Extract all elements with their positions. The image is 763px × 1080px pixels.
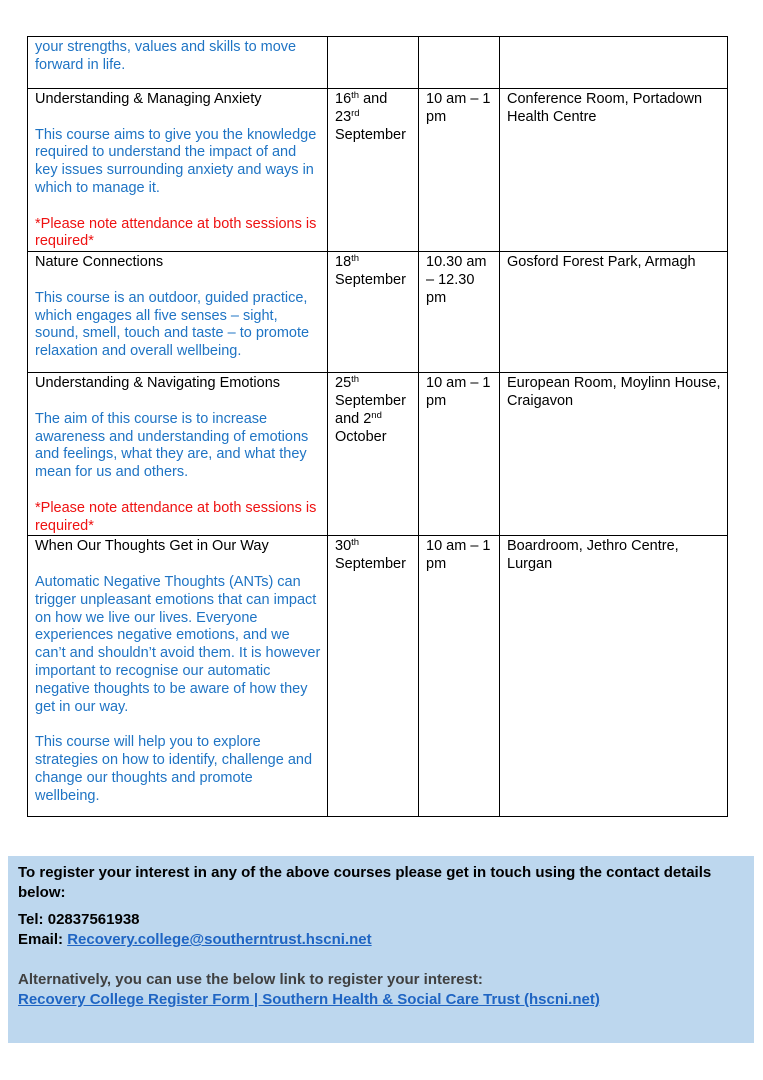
email-link[interactable]: Recovery.college@southerntrust.hscni.net (67, 931, 372, 948)
course-cell (28, 89, 328, 252)
course-cell (28, 536, 328, 817)
time-cell (419, 252, 500, 373)
course-title: Nature Connections (35, 254, 164, 271)
course-venue: European Room, Moylinn House, Craigavon (507, 375, 721, 409)
course-cell (28, 252, 328, 373)
attendance-note: *Please note attendance at both sessions is required* (35, 215, 317, 250)
time-cell (419, 37, 500, 89)
course-cell (28, 373, 328, 536)
course-venue: Boardroom, Jethro Centre, Lurgan (507, 538, 679, 573)
course-time: 10.30 am – 12.30 pm (426, 254, 487, 306)
contact-email (18, 930, 744, 950)
course-cell (28, 37, 328, 89)
venue-cell (500, 373, 728, 536)
table-row (28, 373, 728, 536)
course-date: 18th September (335, 253, 406, 288)
table-row (28, 37, 728, 89)
course-description-extra: This course will help you to explore strategies on how to identify, challenge and change our thoughts and promote wellbeing. (35, 734, 313, 804)
alternative-text: Alternatively, you can use the below link to register your interest: (18, 971, 483, 988)
time-cell (419, 89, 500, 252)
email-label: Email: (18, 931, 68, 948)
course-venue: Conference Room, Portadown Health Centre (507, 91, 703, 125)
courses-table (27, 36, 728, 817)
register-form-link[interactable]: Recovery College Register Form | Southern Health & Social Care Trust (hscni.net) (18, 991, 600, 1008)
tel-number: 02837561938 (47, 911, 140, 928)
time-cell (419, 373, 500, 536)
course-description: The aim of this course is to increase awareness and understanding of emotions and feelings, what they are, and what they mean for us and others. (35, 410, 309, 481)
venue-cell (500, 252, 728, 373)
time-cell (419, 536, 500, 817)
course-date: 30th September (335, 537, 406, 573)
contact-box (8, 856, 754, 1043)
course-description: your strengths, values and skills to move forward in life. (35, 39, 297, 73)
course-description: This course aims to give you the knowledge required to understand the impact of and key issues surrounding anxiety and ways in which to manage it. (35, 126, 317, 196)
course-title: Understanding & Managing Anxiety (35, 91, 262, 107)
contact-intro: To register your interest in any of the above courses please get in touch using the contact details below: (18, 864, 712, 901)
course-description: This course is an outdoor, guided practice, which engages all five senses – sight, sound, smell, touch and taste – to promote relaxation and overall wellbeing. (35, 289, 310, 360)
course-title: Understanding & Navigating Emotions (35, 375, 281, 392)
tel-label: Tel: (18, 911, 48, 928)
table-row (28, 252, 728, 373)
course-time: 10 am – 1 pm (426, 538, 491, 573)
course-time: 10 am – 1 pm (426, 375, 491, 409)
venue-cell (500, 89, 728, 252)
course-time: 10 am – 1 pm (426, 91, 491, 125)
venue-cell (500, 37, 728, 89)
course-title: When Our Thoughts Get in Our Way (35, 538, 269, 555)
table-row (28, 89, 728, 252)
venue-cell (500, 536, 728, 817)
date-cell (328, 373, 419, 536)
date-cell (328, 89, 419, 252)
date-cell (328, 252, 419, 373)
course-date: 25th September and 2nd October (335, 374, 406, 445)
course-venue: Gosford Forest Park, Armagh (507, 254, 696, 271)
attendance-note: *Please note attendance at both sessions is required* (35, 499, 317, 534)
table-row (28, 536, 728, 817)
course-date: 16th and 23rd September (335, 90, 406, 143)
course-description: Automatic Negative Thoughts (ANTs) can trigger unpleasant emotions that can impact on how we live our lives. Everyone experiences negative emotions, and we can’t and shouldn’t avoid them. It is however important to recognise our automatic negative thoughts to be aware of how they get in our way. (35, 573, 321, 715)
date-cell (328, 536, 419, 817)
contact-tel (18, 910, 744, 930)
date-cell (328, 37, 419, 89)
